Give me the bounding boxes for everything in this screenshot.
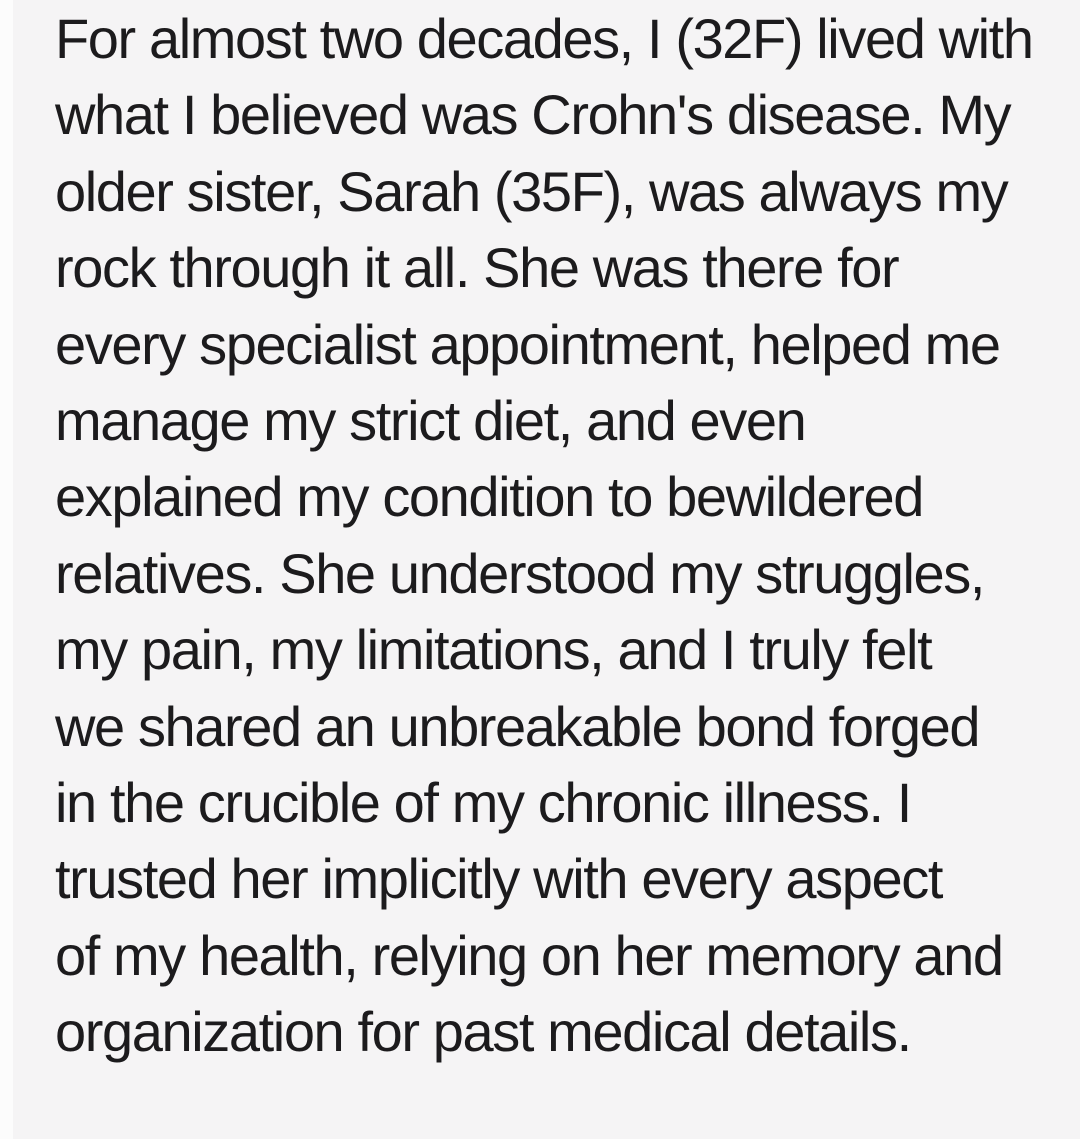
story-line: my pain, my limitations, and I truly felt [55,618,932,682]
story-line: of my health, relying on her memory and [55,923,1003,987]
story-line: what I believed was Crohn's disease. My [55,83,1011,147]
story-line: explained my condition to bewildered [55,465,923,529]
story-line: rock through it all. She was there for [55,236,899,300]
story-line: every specialist appointment, helped me [55,312,1000,376]
story-line: manage my strict diet, and even [55,389,806,453]
story-line: organization for past medical details. [55,1000,911,1064]
story-text-block [55,1,1050,1071]
story-line: we shared an unbreakable bond forged [55,694,980,758]
story-line: in the crucible of my chronic illness. I [55,771,911,835]
story-line: older sister, Sarah (35F), was always my [55,159,1008,223]
left-edge-highlight [0,0,13,1139]
story-line: trusted her implicitly with every aspect [55,847,943,911]
story-line: For almost two decades, I (32F) lived with [55,7,1033,70]
story-line: relatives. She understood my struggles, [55,541,985,605]
